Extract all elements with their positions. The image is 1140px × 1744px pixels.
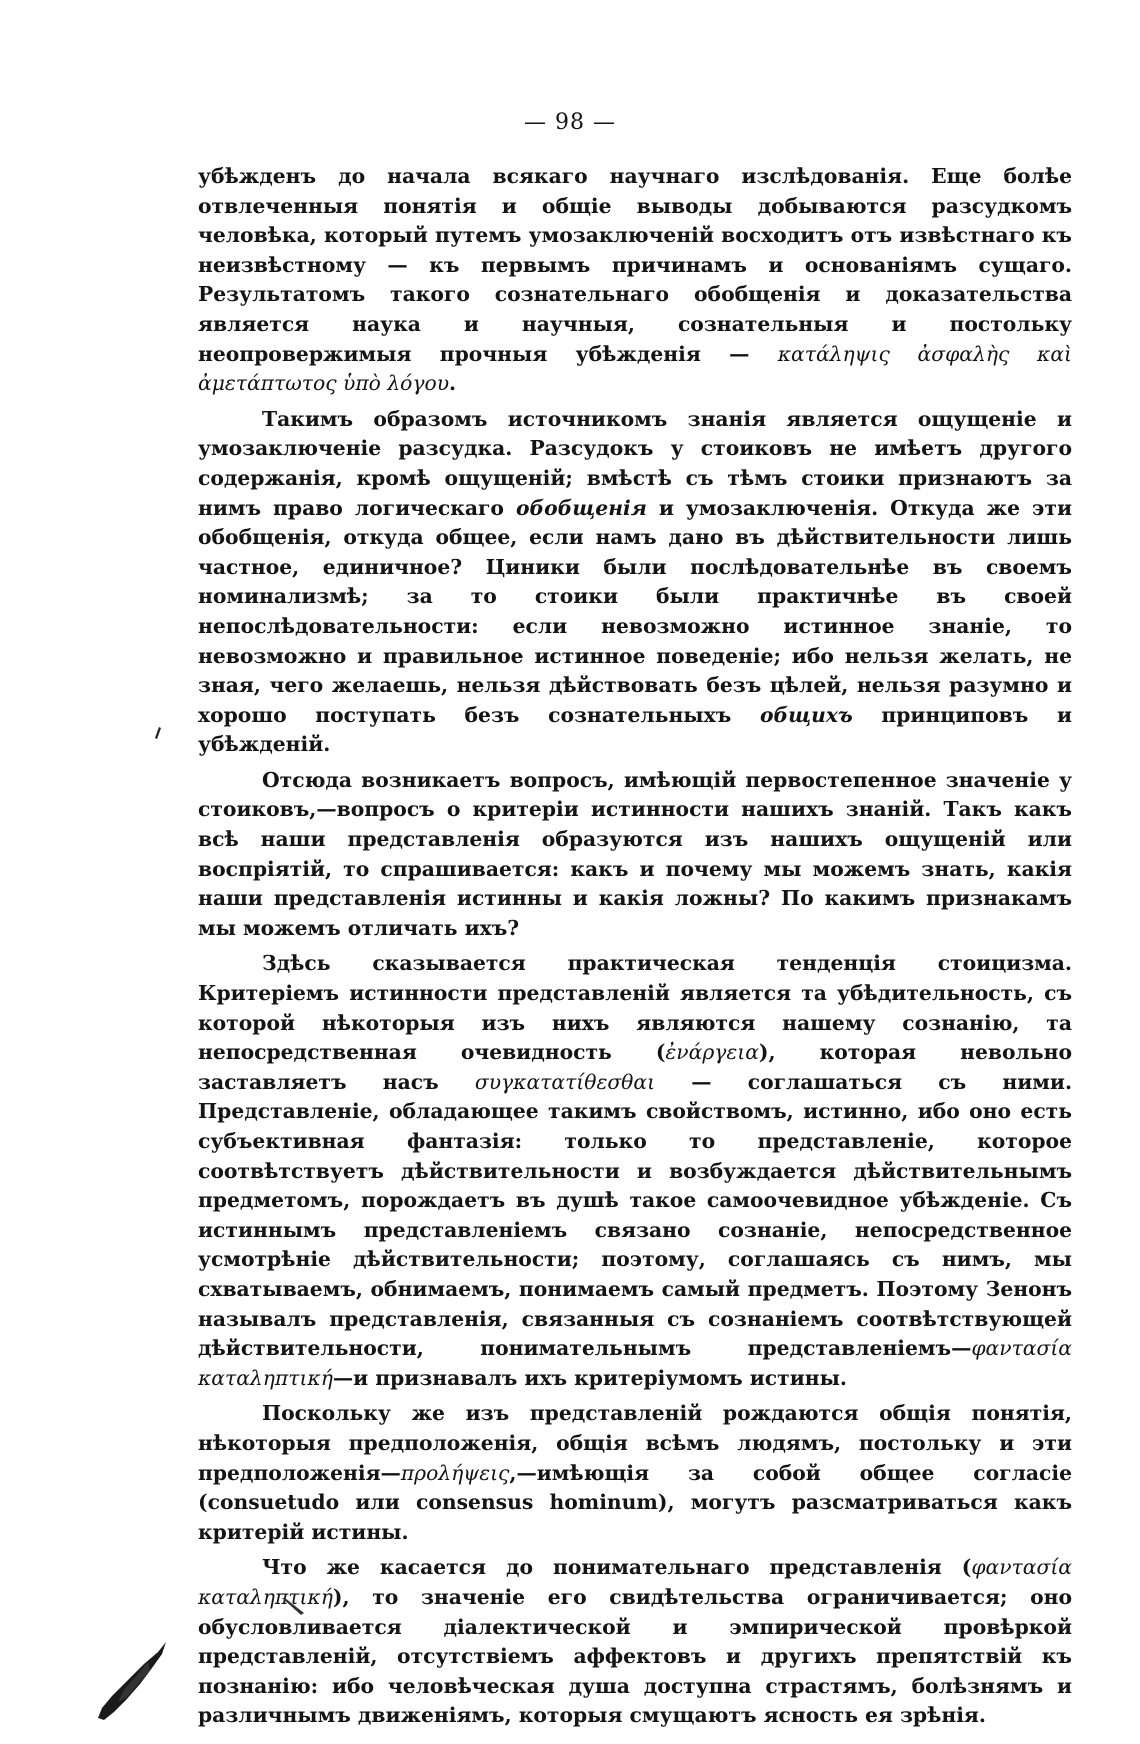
paragraph-text: Отсюда возникаетъ вопросъ, имѣющій первостепенное значеніе у стоиковъ,—вопросъ о критеріи истинности нашихъ знаній. Такъ какъ всѣ наши представленія образуются изъ нашихъ ощущеній или воспріятій, то спрашивается: какъ и почему мы можемъ знать, какія наши представленія истинны и какія ложны? По какимъ признакамъ мы можемъ отличать ихъ? — [198, 767, 1072, 940]
paragraph-text: принциповъ и убѣжденій. — [198, 702, 1072, 757]
page-body — [198, 162, 1072, 1737]
paragraph-text: Такимъ образомъ источникомъ знанія является ощущеніе и умозаключеніе разсудка. Разсудокъ у стоиковъ не имѣетъ другого содержанія, кромѣ ощущеній; вмѣстѣ съ тѣмъ стоики признаютъ за нимъ право логическаго — [198, 406, 1072, 520]
paragraph-text: Поскольку же изъ представленій рождаются общія понятія, нѣкоторыя предположенія, общія всѣмъ людямъ, постольку и эти предположенія— — [198, 1401, 1072, 1485]
ink-smudge-mark — [96, 1642, 168, 1722]
paragraph-text: ,—имѣющія за собой общее согласіе (consuetudo или consensus hominum), могутъ разсматриваться какъ критерій истины. — [198, 1460, 1072, 1544]
paragraph-4 — [198, 949, 1072, 1393]
margin-dot-mark — [154, 727, 162, 739]
paragraph-text: убѣжденъ до начала всякаго научнаго изслѣдованія. Еще болѣе отвлеченныя понятія и общіе выводы добываются разсудкомъ человѣка, который путемъ умозаключеній восходитъ отъ извѣстнаго къ неизвѣстному — къ первымъ причинамъ и основаніямъ сущаго. Результатомъ такого сознательнаго обобщенія и доказательства является наука и научныя, сознательныя и постольку неопровержимыя прочныя убѣжденія — — [198, 164, 1072, 366]
paragraph-text: . — [449, 371, 457, 396]
greek-term: προλήψεις — [400, 1460, 510, 1485]
italic-term: обобщенія — [515, 495, 647, 520]
paragraph-text: — соглашаться съ ними. Представленіе, обладающее такимъ свойствомъ, истинно, ибо оно есть субъективная фантазія: только то представленіе, которое соотвѣтствуетъ дѣйствительности и возбуждается дѣйствительнымъ предметомъ, порождаетъ въ душѣ такое самоочевидное убѣжденіе. Съ истиннымъ представленіемъ связано сознаніе, непосредственное усмотрѣніе дѣйствительности; поэтому, соглашаясь съ нимъ, мы схватываемъ, обнимаемъ, понимаемъ самый предметъ. Поэтому Зенонъ называлъ представленія, связанныя съ сознаніемъ соотвѣтствующей дѣйствительности, понимательнымъ представленіемъ— — [198, 1069, 1073, 1361]
page-number: — 98 — — [524, 110, 616, 135]
paragraph-5 — [198, 1399, 1072, 1547]
paragraph-text: —и признавалъ ихъ критеріумомъ истины. — [332, 1365, 847, 1390]
greek-term: συγκατατίθεσθαι — [474, 1069, 656, 1094]
stray-stroke-mark — [282, 1598, 304, 1616]
paragraph-text: ), то значеніе его свидѣтельства ограничивается; оно обусловливается діалектической и эмпирической провѣркой представленій, отсутствіемъ аффектовъ и другихъ препятствій къ познанію: ибо человѣческая душа доступна страстямъ, болѣзнямъ и различнымъ движеніямъ, которыя смущаютъ ясность ея зрѣнія. — [198, 1584, 1072, 1728]
paragraph-1 — [198, 162, 1072, 399]
paragraph-text: Здѣсь сказывается практическая тенденція стоицизма. Критеріемъ истинности представленій является та убѣдительность, съ которой нѣкоторыя изъ нихъ являются нашему сознанію, та непосредственная очевидность ( — [198, 951, 1072, 1065]
greek-term: φαντασία καταληπτική — [198, 1336, 1072, 1390]
paragraph-text: Что же касается до понимательнаго представленія ( — [262, 1555, 972, 1580]
italic-term: общихъ — [759, 702, 853, 727]
greek-term: φαντασία καταληπτική — [198, 1555, 1072, 1609]
paragraph-2 — [198, 405, 1072, 760]
greek-term: ἐνάργεια — [665, 1040, 759, 1065]
paragraph-text: ), которая невольно заставляетъ насъ — [198, 1040, 1072, 1094]
paragraph-text: и умозаключенія. Откуда же эти обобщенія, откуда общее, если намъ дано въ дѣйствительности лишь частное, единичное? Циники были послѣдовательнѣе въ своемъ номинализмѣ; за то стоики были практичнѣе въ своей непослѣдовательности: если невозможно истинное знаніе, то невозможно и правильное истинное поведеніе; ибо нельзя желать, не зная, чего желаешь, нельзя дѣйствовать безъ цѣлей, нельзя разумно и хорошо поступать безъ сознательныхъ — [198, 495, 1072, 727]
greek-quote: κατάληψις ἀσφαλὴς καὶ ἀμετάπτωτος ὑπὸ λόγου — [198, 341, 1072, 396]
paragraph-3 — [198, 766, 1072, 944]
paragraph-6 — [198, 1553, 1072, 1731]
